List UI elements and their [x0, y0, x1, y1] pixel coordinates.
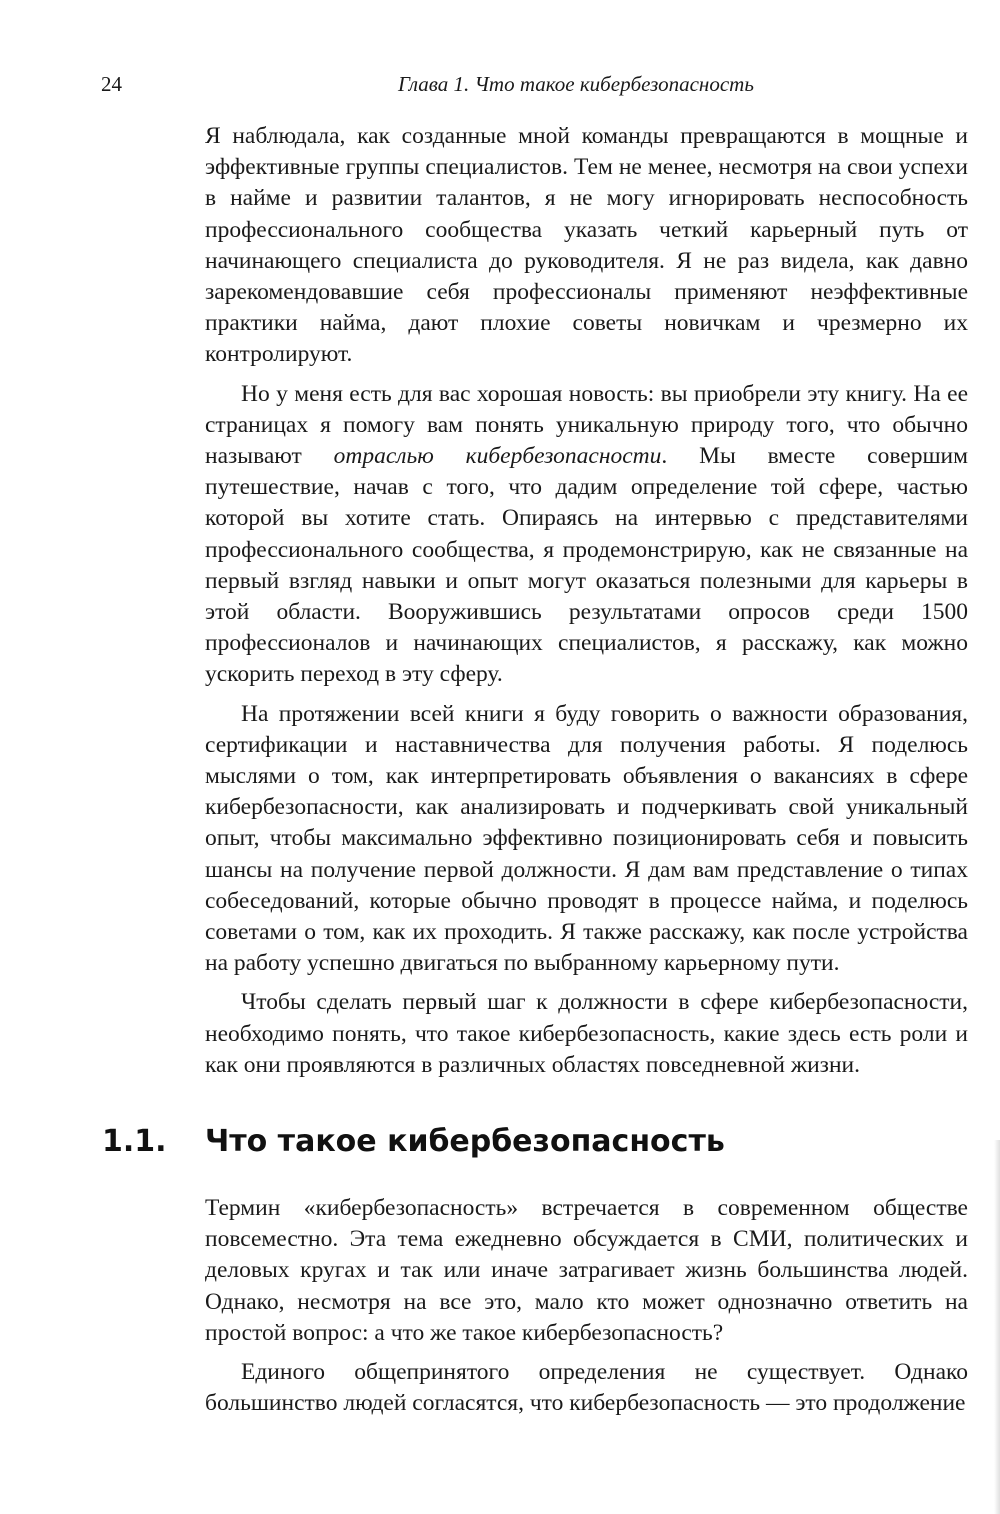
intro-text-block — [205, 121, 968, 1089]
paragraph-5: Термин «кибербезопасность» встречается в современном обществе повсеместно. Эта тема ежедневно обсуждается в СМИ, политических и деловых кругах и так или иначе затрагивает жизнь большинства людей. Однако, несмотря на все это, мало кто может однозначно ответить на простой вопрос: а что же такое кибербезопасность? — [205, 1195, 968, 1346]
page-edge-shadow — [994, 1140, 1000, 1514]
paragraph-2-emphasis: отраслью кибербезопасности — [333, 443, 662, 470]
section-number: 1.1. — [102, 1124, 167, 1159]
paragraph-2 — [205, 379, 968, 691]
paragraph-2-text-end: . Мы вместе совершим путешествие, начав с того, что дадим определение той сфере, частью которой вы хотите стать. Опираясь на интервью с представителями профессионального сообщества, я продемонстрирую, как не связанные на первый взгляд навыки и опыт могут оказаться полезными для карьеры в этой области. Вооружившись результатами опросов среди 1500 профессионалов и начинающих специалистов, я расскажу, как можно ускорить переход в эту сферу. — [205, 443, 968, 688]
paragraph-6: Единого общепринятого определения не существует. Однако большинство людей согласятся, что кибербезопасность — это продолжение — [205, 1359, 968, 1417]
section-text-block — [205, 1193, 968, 1427]
paragraph-4: Чтобы сделать первый шаг к должности в сфере кибербезопасности, необходимо понять, что такое кибербезопасность, какие здесь есть роли и как они проявляются в различных областях повседневной жизни. — [205, 989, 968, 1078]
page-number: 24 — [101, 72, 122, 96]
running-header — [0, 72, 1000, 102]
paragraph-3: На протяжении всей книги я буду говорить о важности образования, сертификации и наставничества для получения работы. Я поделюсь мыслями о том, как интерпретировать объявления о вакансиях в сфере кибербезопасности, как анализировать и подчеркивать свой уникальный опыт, чтобы максимально эффективно позиционировать себя и повысить шансы на получение первой должности. Я дам вам представление о типах собеседований, которые обычно проводят в процессе найма, и поделюсь советами о том, как их проходить. Я также расскажу, как после устройства на работу успешно двигаться по выбранному карьерному пути. — [205, 700, 968, 977]
section-title: Что такое кибербезопасность — [205, 1124, 725, 1159]
chapter-running-title: Глава 1. Что такое кибербезопасность — [398, 72, 754, 96]
paragraph-2-text-start: Но у меня есть для вас хорошая новость: вы приобрели эту книгу. На ее страницах я помогу вам понять уникальную природу того, что обычно называют — [205, 380, 968, 470]
paragraph-1: Я наблюдала, как созданные мной команды превращаются в мощные и эффективные группы специалистов. Тем не менее, несмотря на свои успехи в найме и развитии талантов, я не могу игнорировать неспособность профессионального сообщества указать четкий карьерный путь от начинающего специалиста до руководителя. Я не раз видела, как давно зарекомендовавшие себя профессионалы применяют неэффективные практики найма, дают плохие советы новичкам и чрезмерно их контролируют. — [205, 123, 968, 368]
